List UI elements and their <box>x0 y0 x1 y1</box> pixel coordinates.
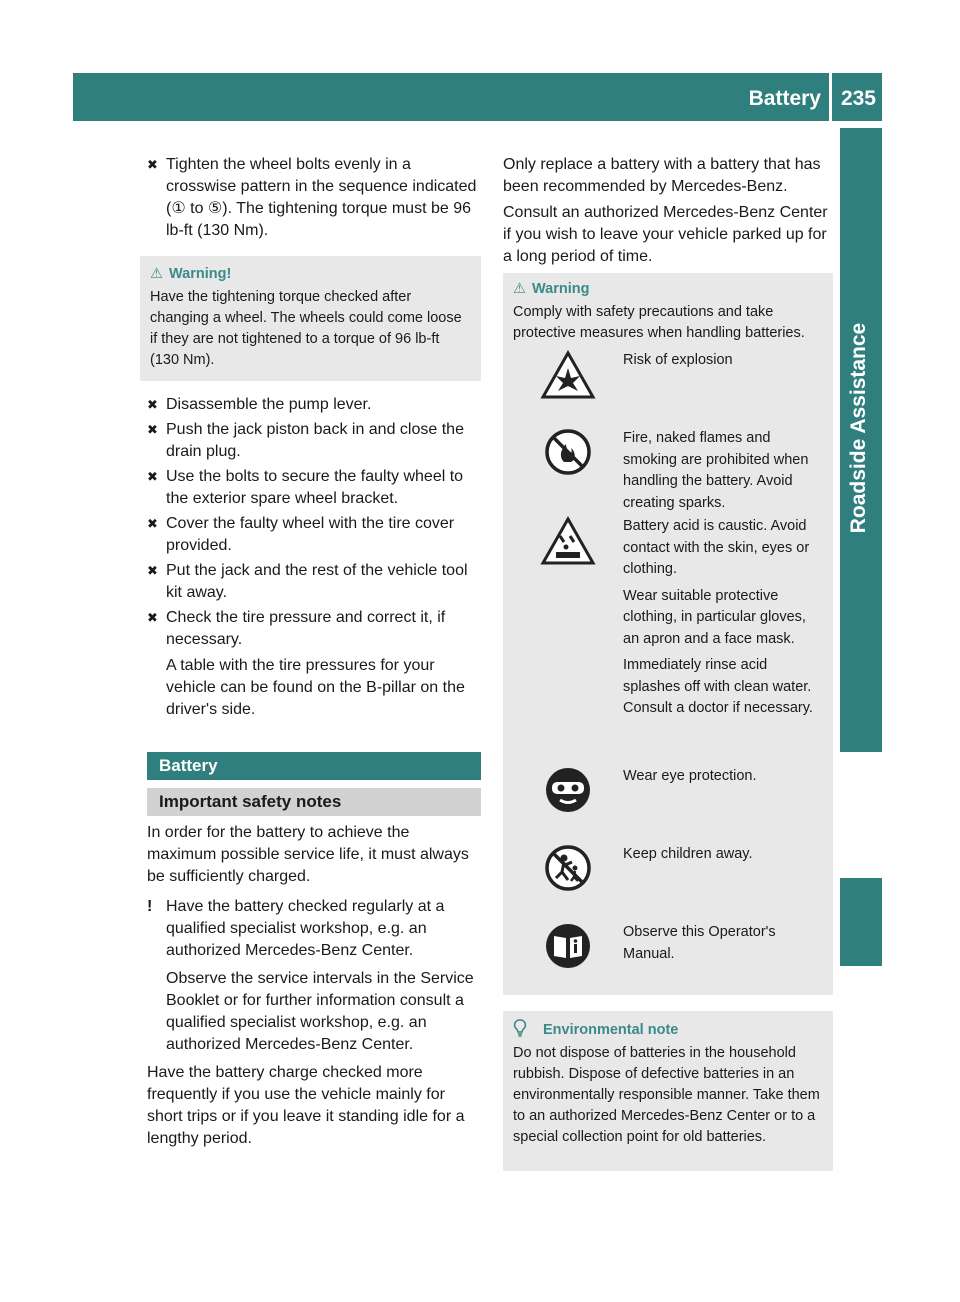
subsection-title: Important safety notes <box>147 788 481 816</box>
notice-text: Have the battery checked regularly at a qualified specialist workshop, e.g. an authorized Mercedes-Benz Center. <box>166 898 445 959</box>
right-column <box>503 154 833 276</box>
step-item <box>147 513 481 557</box>
safety-notes-heading <box>147 788 481 816</box>
header-title: Battery <box>748 87 821 110</box>
step-text: Cover the faulty wheel with the tire cover provided. <box>166 515 455 554</box>
page-header <box>73 73 882 121</box>
symbol-cell <box>513 766 623 844</box>
warning-title: ⚠ Warning! <box>150 266 232 282</box>
warning-box <box>140 256 481 381</box>
battery-section-body <box>147 822 481 1158</box>
battery-section-heading <box>147 752 481 780</box>
notice-block <box>147 896 481 1056</box>
step-item <box>147 560 481 604</box>
symbol-text: Wear eye protection. <box>623 768 757 784</box>
step-text: Disassemble the pump lever. <box>166 396 372 413</box>
intro-paragraph: In order for the battery to achieve the maximum possible service life, it must always be sufficiently charged. <box>147 824 469 885</box>
arrow-icon: ✖ <box>147 516 158 531</box>
warning-title: ⚠ Warning <box>513 281 590 297</box>
warning-triangle-icon: ⚠ <box>150 266 163 282</box>
step-text: Check the tire pressure and correct it, if necessary. <box>166 609 446 648</box>
replace-paragraph: Only replace a battery with a battery that has been recommended by Mercedes-Benz. <box>503 156 821 195</box>
step-item <box>147 607 481 721</box>
symbol-text: Risk of explosion <box>623 352 733 368</box>
environmental-note-box <box>503 1011 833 1171</box>
symbol-cell <box>513 350 623 428</box>
chapter-tab-label: Roadside Assistance <box>847 322 870 534</box>
battery-warning-box <box>503 273 833 995</box>
corrosive-icon <box>540 516 596 566</box>
symbol-cell <box>513 516 623 766</box>
step-note: A table with the tire pressures for your vehicle can be found on the B-pillar on the driver's side. <box>166 657 465 718</box>
step-text: Push the jack piston back in and close the drain plug. <box>166 421 464 460</box>
arrow-icon: ✖ <box>147 469 158 484</box>
parking-paragraph: Consult an authorized Mercedes-Benz Center if you wish to leave your vehicle parked up for a long period of time. <box>503 204 828 265</box>
symbol-row <box>513 922 823 1000</box>
step-text: Use the bolts to secure the faulty wheel to the exterior spare wheel bracket. <box>166 468 464 507</box>
arrow-icon: ✖ <box>147 157 158 172</box>
eye-protection-icon <box>544 766 592 814</box>
arrow-icon: ✖ <box>147 563 158 578</box>
warning-triangle-icon: ⚠ <box>513 281 526 297</box>
keep-children-away-icon <box>544 844 592 892</box>
symbol-row <box>513 428 823 516</box>
chapter-marker <box>840 878 882 966</box>
symbol-text: Keep children away. <box>623 846 753 862</box>
page-number: 235 <box>840 87 876 110</box>
left-column <box>147 154 481 724</box>
step-item <box>147 394 481 416</box>
exclamation-icon: ! <box>147 898 153 915</box>
section-title: Battery <box>147 752 481 780</box>
chapter-tab <box>840 128 882 752</box>
step-text: Tighten the wheel bolts evenly in a crosswise pattern in the sequence indicated (① to ⑤). The tightening torque must be 96 lb-ft (130 Nm). <box>166 156 477 239</box>
symbol-row <box>513 350 823 428</box>
header-divider <box>829 73 832 121</box>
tip-title: Environmental note <box>513 1019 823 1041</box>
warning-text: Have the tightening torque checked after changing a wheel. The wheels could come loose if they are not tightened to a torque of 96 lb-ft (130 Nm). <box>150 289 462 368</box>
closing-paragraph: Have the battery charge checked more frequently if you use the vehicle mainly for short trips or if you leave it standing idle for a lengthy period. <box>147 1064 465 1147</box>
no-fire-icon <box>544 428 592 476</box>
lightbulb-icon <box>513 1019 527 1037</box>
explosion-icon <box>540 350 596 400</box>
step-item <box>147 419 481 463</box>
step-item <box>147 466 481 510</box>
symbol-cell <box>513 922 623 1000</box>
symbol-cell <box>513 428 623 516</box>
manual-icon <box>544 922 592 970</box>
tip-text: Do not dispose of batteries in the household rubbish. Dispose of defective batteries in an environmentally responsible manner. Take them to an authorized Mercedes-Benz Center or to a special collection point for old batteries. <box>513 1045 820 1145</box>
symbol-row <box>513 516 823 766</box>
step-item <box>147 154 481 242</box>
symbol-row <box>513 844 823 922</box>
symbol-text: Observe this Operator's Manual. <box>623 924 776 962</box>
symbol-row <box>513 766 823 844</box>
notice-text: Observe the service intervals in the Service Booklet or for further information consult a qualified specialist workshop, e.g. an authorized Mercedes-Benz Center. <box>166 970 474 1053</box>
arrow-icon: ✖ <box>147 397 158 412</box>
symbol-text: Fire, naked flames and smoking are prohibited when handling the battery. Avoid creating sparks. <box>623 430 809 511</box>
arrow-icon: ✖ <box>147 610 158 625</box>
symbol-cell <box>513 844 623 922</box>
arrow-icon: ✖ <box>147 422 158 437</box>
step-text: Put the jack and the rest of the vehicle tool kit away. <box>166 562 468 601</box>
symbol-text: Battery acid is caustic. Avoid contact with the skin, eyes or clothing. Wear suitable protective clothing, in particular gloves, an apron and a face mask. Immediately rinse acid splashes off with clean water. Consult a doctor if necessary. <box>623 518 813 716</box>
warning-intro: Comply with safety precautions and take protective measures when handling batteries. <box>513 304 805 341</box>
